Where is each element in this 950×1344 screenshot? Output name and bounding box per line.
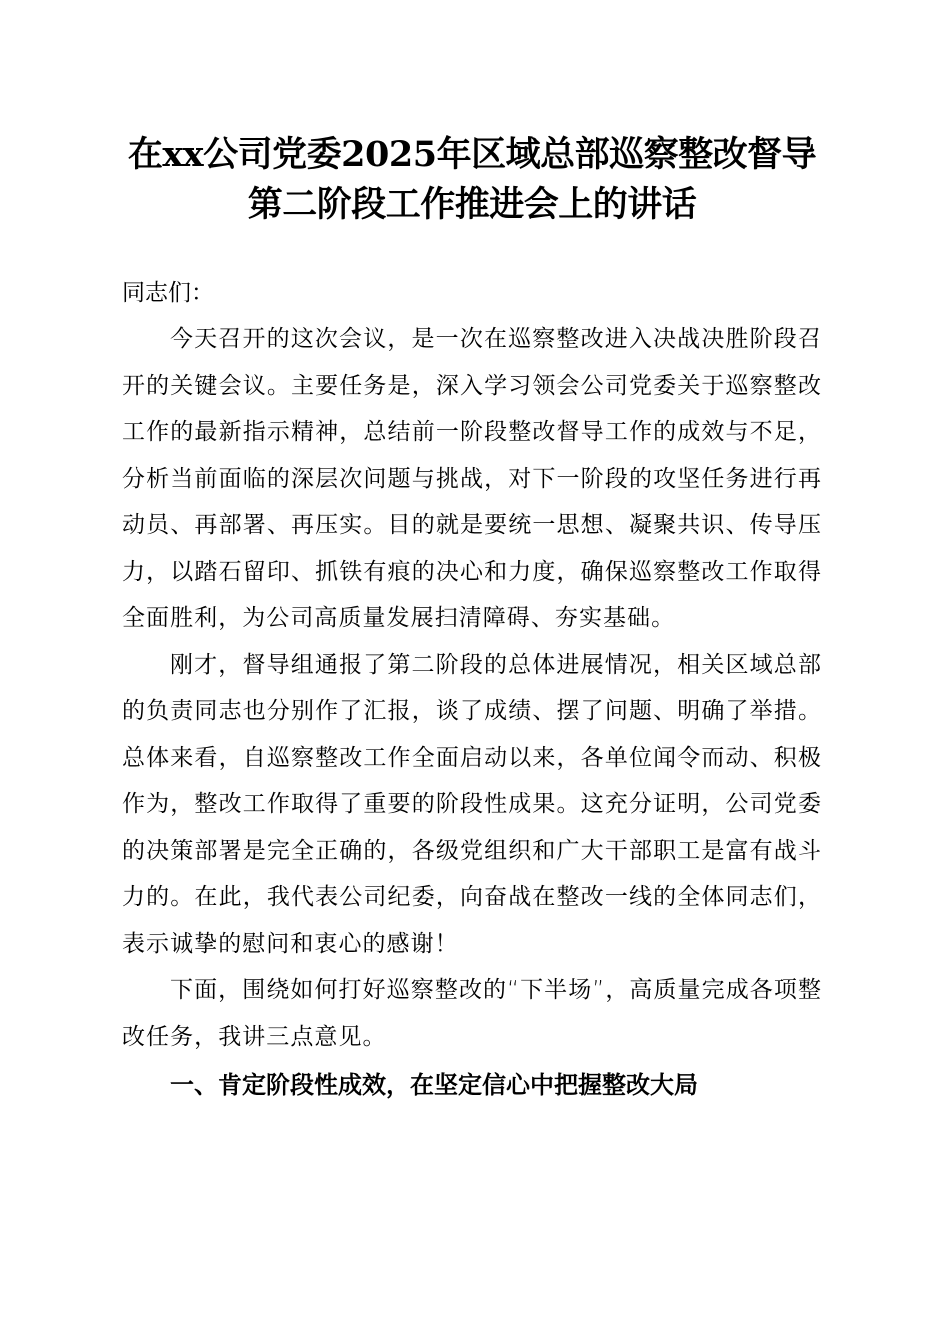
paragraph-opening: 今天召开的这次会议，是一次在巡察整改进入决战决胜阶段召开的关键会议。主要任务是，深入学习领会公司党委关于巡察整改工作的最新指示精神，总结前一阶段整改督导工作的成效与不足，分析当前面临的深层次问题与挑战，对下一阶段的攻坚任务进行再动员、再部署、再压实。目的就是要统一思想、凝聚共识、传导压力，以踏石留印、抓铁有痕的决心和力度，确保巡察整改工作取得全面胜利，为公司高质量发展扫清障碍、夯实基础。	[122, 326, 822, 631]
section-heading-1: 一、肯定阶段性成效，在坚定信心中把握整改大局	[170, 1071, 698, 1099]
title-line-1: 在xx公司党委2025年区域总部巡察整改督导	[127, 134, 817, 175]
document-page	[122, 130, 822, 1110]
document-title	[114, 130, 830, 230]
title-line-2: 第二阶段工作推进会上的讲话	[247, 184, 697, 225]
paragraph-progress-report: 刚才，督导组通报了第二阶段的总体进展情况，相关区域总部的负责同志也分别作了汇报，谈了成绩、摆了问题、明确了举措。总体来看，自巡察整改工作全面启动以来，各单位闻令而动、积极作为，整改工作取得了重要的阶段性成果。这充分证明，公司党委的决策部署是完全正确的，各级党组织和广大干部职工是富有战斗力的。在此，我代表公司纪委，向奋战在整改一线的全体同志们，表示诚挚的慰问和衷心的感谢！	[122, 651, 822, 957]
paragraph-three-points: 下面，围绕如何打好巡察整改的“下半场”，高质量完成各项整改任务，我讲三点意见。	[122, 977, 822, 1050]
salutation: 同志们：	[122, 280, 214, 306]
